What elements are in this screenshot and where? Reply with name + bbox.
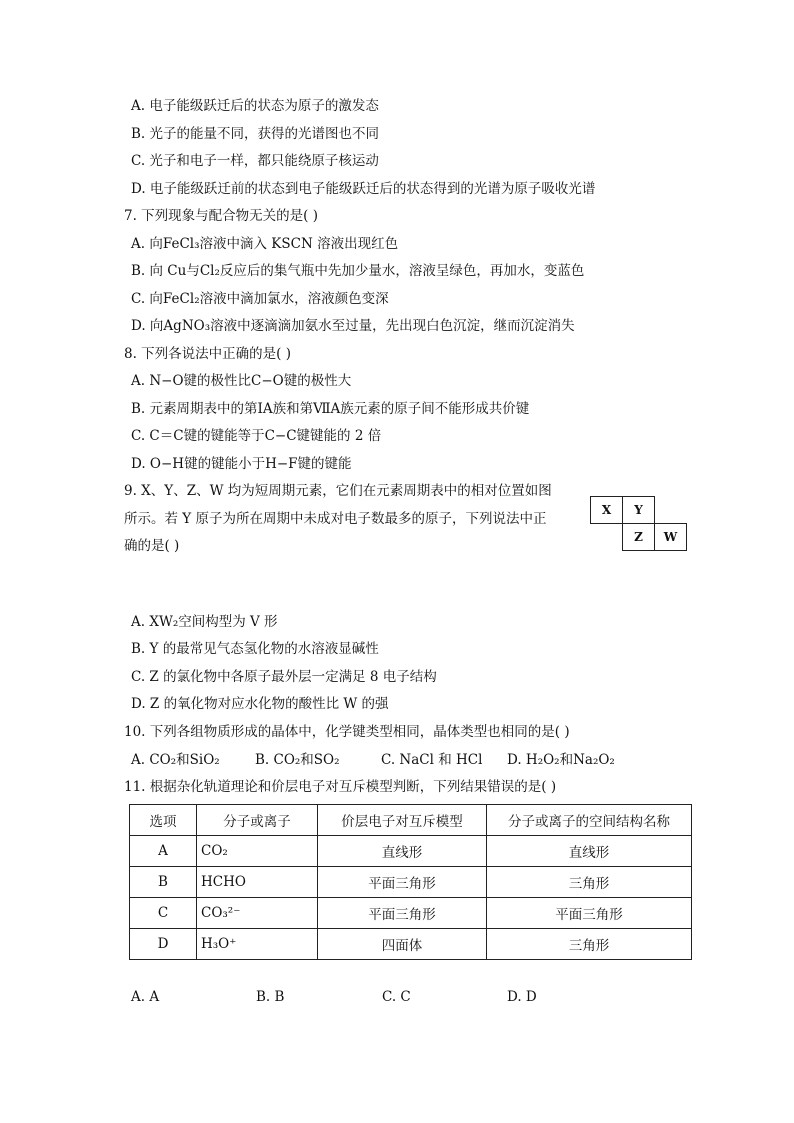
q10-stem: 10. 下列各组物质形成的晶体中，化学键类型相同，晶体类型也相同的是( )	[124, 724, 570, 740]
table-header-row	[130, 805, 692, 836]
table-cell: HCHO	[197, 867, 318, 898]
q11-option-b: B. B	[256, 989, 285, 1005]
q11-option-a: A. A	[131, 989, 160, 1005]
table-cell: CO₂	[197, 836, 318, 867]
table-cell: H₃O⁺	[197, 929, 318, 960]
q9-option-d: D. Z 的氧化物对应水化物的酸性比 W 的强	[131, 696, 389, 712]
q10-option-c: C. NaCl 和 HCl	[381, 752, 483, 768]
table-cell: 三角形	[487, 929, 692, 960]
table-cell: 直线形	[487, 836, 692, 867]
q7-option-b: B. 向 Cu与Cl₂反应后的集气瓶中先加少量水，溶液呈绿色，再加水，变蓝色	[131, 263, 585, 279]
q10-options	[131, 751, 615, 769]
q8-option-c: C. C＝C键的键能等于C−C键键能的 2 倍	[131, 428, 382, 444]
grid-cell-empty	[655, 497, 687, 524]
table-row	[130, 867, 692, 898]
grid-cell-w: W	[655, 524, 687, 551]
q9-stem-line-3: 确的是( )	[124, 538, 180, 554]
q6-option-d: D. 电子能级跃迁前的状态到电子能级跃迁后的状态得到的光谱为原子吸收光谱	[131, 181, 596, 197]
grid-cell-x: X	[591, 497, 623, 524]
q9-option-c: C. Z 的氯化物中各原子最外层一定满足 8 电子结构	[131, 669, 437, 685]
q10-option-a: A. CO₂和SiO₂	[131, 752, 220, 768]
table-cell: D	[130, 929, 197, 960]
table-cell: 直线形	[318, 836, 487, 867]
q8-option-d: D. O−H键的键能小于H−F键的键能	[131, 456, 352, 472]
grid-cell-z: Z	[623, 524, 655, 551]
q7-option-d: D. 向AgNO₃溶液中逐滴滴加氨水至过量，先出现白色沉淀，继而沉淀消失	[131, 318, 575, 334]
table-header: 分子或离子的空间结构名称	[487, 805, 692, 836]
table-cell: 三角形	[487, 867, 692, 898]
table-cell: B	[130, 867, 197, 898]
q7-option-c: C. 向FeCl₂溶液中滴加氯水，溶液颜色变深	[131, 291, 389, 307]
table-row	[130, 929, 692, 960]
q9-stem-line-1: 9. X、Y、Z、W 均为短周期元素，它们在元素周期表中的相对位置如图	[124, 483, 552, 499]
q11-options	[131, 988, 537, 1006]
table-header: 价层电子对互斥模型	[318, 805, 487, 836]
q11-option-c: C. C	[382, 989, 411, 1005]
table-row	[130, 898, 692, 929]
table-cell: A	[130, 836, 197, 867]
q6-option-c: C. 光子和电子一样，都只能绕原子核运动	[131, 153, 379, 169]
q10-option-b: B. CO₂和SO₂	[255, 752, 340, 768]
q8-option-b: B. 元素周期表中的第ⅠA族和第ⅦA族元素的原子间不能形成共价键	[131, 401, 530, 417]
grid-cell-y: Y	[623, 497, 655, 524]
grid-cell-empty	[591, 524, 623, 551]
q7-option-a: A. 向FeCl₃溶液中滴入 KSCN 溶液出现红色	[131, 236, 399, 252]
periodic-position-grid	[590, 496, 687, 551]
q6-option-a: A. 电子能级跃迁后的状态为原子的激发态	[131, 98, 379, 114]
table-cell: 平面三角形	[318, 898, 487, 929]
table-header: 选项	[130, 805, 197, 836]
table-row	[130, 836, 692, 867]
table-cell: C	[130, 898, 197, 929]
table-cell: 平面三角形	[487, 898, 692, 929]
table-cell: 平面三角形	[318, 867, 487, 898]
table-cell: 四面体	[318, 929, 487, 960]
q9-option-a: A. XW₂空间构型为 V 形	[131, 614, 278, 630]
q11-stem: 11. 根据杂化轨道理论和价层电子对互斥模型判断，下列结果错误的是( )	[124, 779, 557, 795]
q11-option-d: D. D	[507, 989, 537, 1005]
table-header: 分子或离子	[197, 805, 318, 836]
q8-option-a: A. N−O键的极性比C−O键的极性大	[131, 373, 352, 389]
q8-stem: 8. 下列各说法中正确的是( )	[124, 346, 291, 362]
q9-stem-line-2: 所示。若 Y 原子为所在周期中未成对电子数最多的原子，下列说法中正	[124, 511, 547, 527]
q9-option-b: B. Y 的最常见气态氢化物的水溶液显碱性	[131, 641, 379, 657]
q7-stem: 7. 下列现象与配合物无关的是( )	[124, 208, 318, 224]
q10-option-d: D. H₂O₂和Na₂O₂	[507, 752, 615, 768]
q6-option-b: B. 光子的能量不同，获得的光谱图也不同	[131, 126, 380, 142]
table-cell: CO₃²⁻	[197, 898, 318, 929]
q11-table	[129, 804, 692, 960]
